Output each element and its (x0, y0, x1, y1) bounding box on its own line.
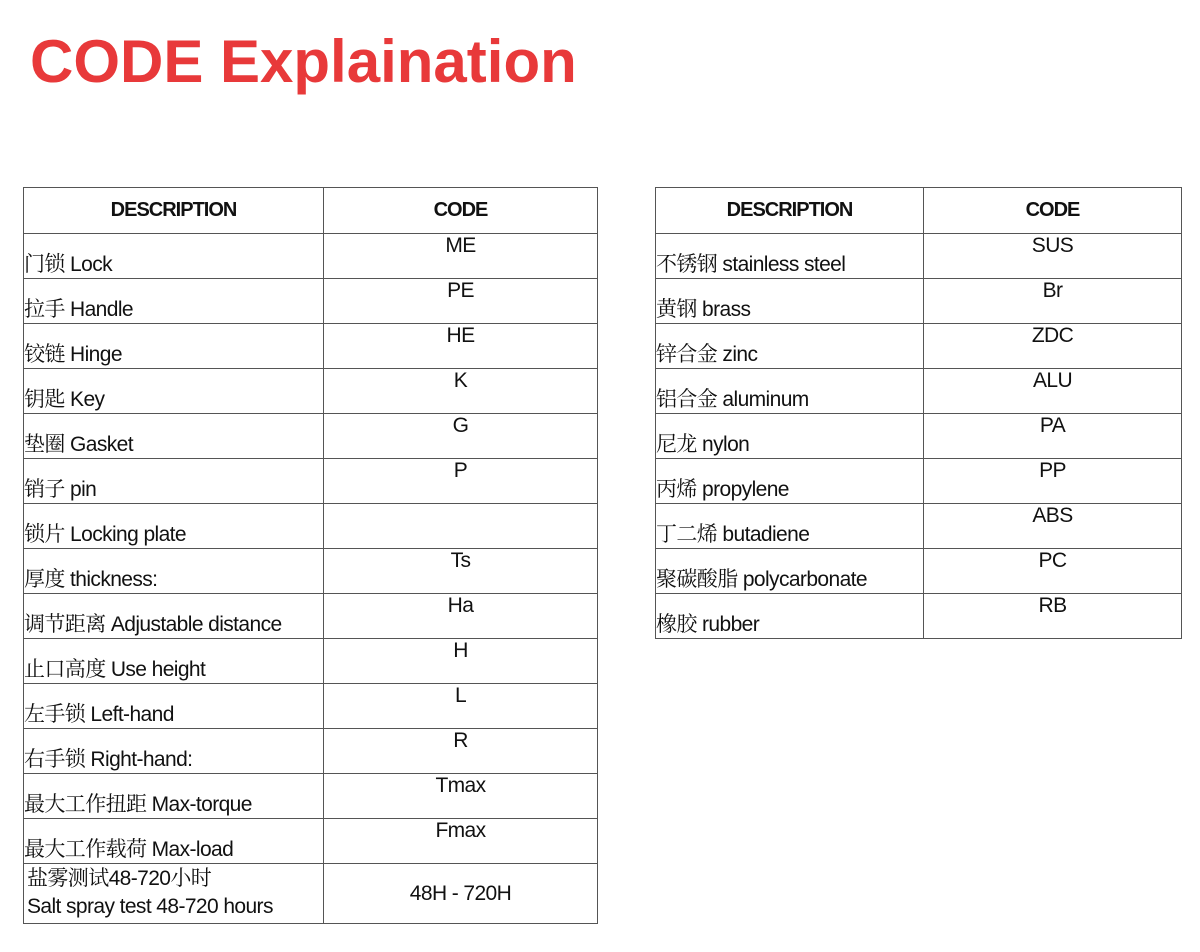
description-cell: 销子 pin (24, 459, 324, 504)
code-cell: ABS (924, 504, 1182, 549)
table-row (656, 504, 1182, 549)
table-row (656, 549, 1182, 594)
code-cell: P (324, 459, 598, 504)
table-row (24, 504, 598, 549)
description-cell: 锁片 Locking plate (24, 504, 324, 549)
description-cell: 铝合金 aluminum (656, 369, 924, 414)
table-row (656, 324, 1182, 369)
code-cell: PA (924, 414, 1182, 459)
description-cell: 尼龙 nylon (656, 414, 924, 459)
code-cell: HE (324, 324, 598, 369)
description-line-chinese: 盐雾测试48-720小时 (27, 866, 212, 890)
table-row (656, 414, 1182, 459)
code-cell: K (324, 369, 598, 414)
description-cell: 锌合金 zinc (656, 324, 924, 369)
code-cell: R (324, 729, 598, 774)
table-row (656, 234, 1182, 279)
code-cell: ZDC (924, 324, 1182, 369)
code-cell: 48H - 720H (324, 864, 598, 924)
description-cell: 垫圈 Gasket (24, 414, 324, 459)
code-cell: RB (924, 594, 1182, 639)
code-cell: L (324, 684, 598, 729)
code-cell: PC (924, 549, 1182, 594)
table-row (24, 819, 598, 864)
description-cell: 止口高度 Use height (24, 639, 324, 684)
code-cell: G (324, 414, 598, 459)
description-cell: 厚度 thickness: (24, 549, 324, 594)
table-row (24, 864, 598, 924)
table-row (24, 324, 598, 369)
table-row (24, 729, 598, 774)
description-cell: 右手锁 Right-hand: (24, 729, 324, 774)
code-cell (324, 504, 598, 549)
description-cell: 钥匙 Key (24, 369, 324, 414)
description-cell: 黄钢 brass (656, 279, 924, 324)
page-title: CODE Explaination (30, 28, 577, 95)
description-cell: 最大工作扭距 Max-torque (24, 774, 324, 819)
description-column-header: DESCRIPTION (24, 188, 324, 234)
table-row (656, 279, 1182, 324)
code-cell: ME (324, 234, 598, 279)
code-cell: Ha (324, 594, 598, 639)
code-column-header: CODE (924, 188, 1182, 234)
code-cell: Br (924, 279, 1182, 324)
description-cell: 丁二烯 butadiene (656, 504, 924, 549)
code-cell: Ts (324, 549, 598, 594)
table-row (24, 639, 598, 684)
table-row (656, 459, 1182, 504)
description-line-english: Salt spray test 48-720 hours (27, 894, 273, 918)
table-row (24, 414, 598, 459)
description-cell: 最大工作载荷 Max-load (24, 819, 324, 864)
table-row (24, 594, 598, 639)
code-cell: ALU (924, 369, 1182, 414)
code-cell: SUS (924, 234, 1182, 279)
description-cell: 调节距离 Adjustable distance (24, 594, 324, 639)
table-header-row (24, 188, 598, 234)
description-cell: 左手锁 Left-hand (24, 684, 324, 729)
table-row (656, 369, 1182, 414)
code-cell: H (324, 639, 598, 684)
description-cell: 橡胶 rubber (656, 594, 924, 639)
table-row (24, 684, 598, 729)
table-row (24, 774, 598, 819)
description-cell: 不锈钢 stainless steel (656, 234, 924, 279)
description-cell: 丙烯 propylene (656, 459, 924, 504)
table-row (24, 279, 598, 324)
table-row (24, 369, 598, 414)
description-cell: 铰链 Hinge (24, 324, 324, 369)
code-cell: PE (324, 279, 598, 324)
right-code-table (655, 187, 1182, 639)
table-row (24, 549, 598, 594)
table-row (24, 459, 598, 504)
left-code-table (23, 187, 598, 924)
code-column-header: CODE (324, 188, 598, 234)
description-cell: 拉手 Handle (24, 279, 324, 324)
table-row (24, 234, 598, 279)
code-cell: Fmax (324, 819, 598, 864)
description-cell (24, 864, 324, 924)
description-cell: 聚碳酸脂 polycarbonate (656, 549, 924, 594)
description-column-header: DESCRIPTION (656, 188, 924, 234)
table-row (656, 594, 1182, 639)
code-cell: Tmax (324, 774, 598, 819)
table-header-row (656, 188, 1182, 234)
code-cell: PP (924, 459, 1182, 504)
description-cell: 门锁 Lock (24, 234, 324, 279)
